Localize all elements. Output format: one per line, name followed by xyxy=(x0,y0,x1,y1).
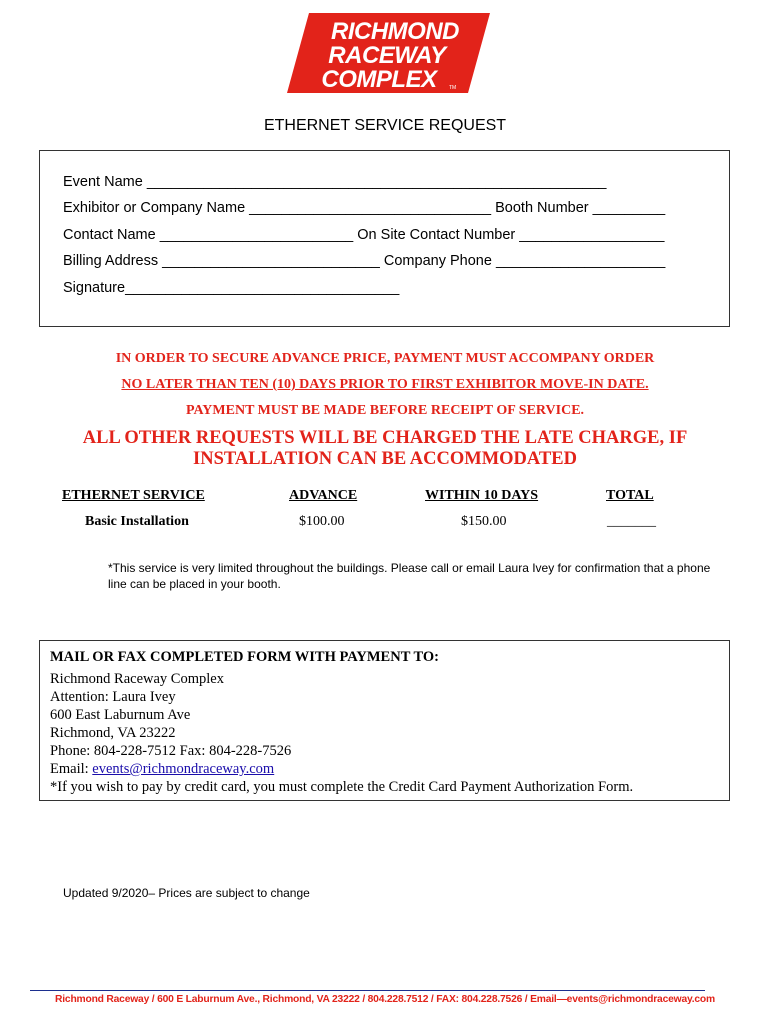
footer-divider xyxy=(30,990,705,991)
updated-note: Updated 9/2020– Prices are subject to change xyxy=(63,886,310,900)
header-total: TOTAL xyxy=(606,488,654,503)
richmond-raceway-logo xyxy=(287,13,490,93)
mail-company: Richmond Raceway Complex xyxy=(50,671,224,687)
payment-notice: PAYMENT MUST BE MADE BEFORE RECEIPT OF SERVICE. xyxy=(185,403,585,418)
credit-card-note: *If you wish to pay by credit card, you must complete the Credit Card Payment Authorization Form. xyxy=(50,779,634,795)
logo-line1: RICHMOND xyxy=(331,18,459,45)
mail-city: Richmond, VA 23222 xyxy=(50,725,176,741)
late-charge-line2: INSTALLATION CAN BE ACCOMMODATED xyxy=(193,449,577,469)
advance-price: $100.00 xyxy=(299,514,345,529)
availability-disclaimer: *This service is very limited throughout the buildings. Please call or email Laura Ivey for confirmation that a phone line can be placed in your booth. xyxy=(108,561,711,591)
mail-attention: Attention: Laura Ivey xyxy=(50,689,176,705)
signature-field[interactable]: Signature__________________________________ xyxy=(63,280,400,296)
billing-address-field[interactable]: Billing Address ___________________________ Company Phone _____________________ xyxy=(63,253,666,269)
header-advance: ADVANCE xyxy=(289,488,358,503)
deadline-notice: NO LATER THAN TEN (10) DAYS PRIOR TO FIRST EXHIBITOR MOVE-IN DATE. xyxy=(121,377,649,392)
mail-phone-fax: Phone: 804-228-7512 Fax: 804-228-7526 xyxy=(50,743,292,759)
event-name-field[interactable]: Event Name _________________________________________________________ xyxy=(63,174,607,190)
contact-info-box xyxy=(39,150,730,327)
logo-line3: COMPLEX xyxy=(321,66,437,93)
email-link[interactable]: events@richmondraceway.com xyxy=(92,761,275,777)
mail-email-label: Email: xyxy=(50,761,93,777)
contact-name-field[interactable]: Contact Name ________________________ On Site Contact Number __________________ xyxy=(63,227,665,243)
late-charge-line1: ALL OTHER REQUESTS WILL BE CHARGED THE LATE CHARGE, IF xyxy=(82,428,688,448)
logo-line2: RACEWAY xyxy=(328,42,446,69)
late-charge-notice xyxy=(0,428,770,470)
total-field[interactable]: _______ xyxy=(607,514,656,529)
late-price: $150.00 xyxy=(461,514,507,529)
row-basic-installation: Basic Installation xyxy=(85,514,189,529)
mail-email-line xyxy=(50,761,274,778)
footer-contact: Richmond Raceway / 600 E Laburnum Ave., Richmond, VA 23222 / 804.228.7512 / FAX: 804.228.7526 / Email—events@richmondraceway.com xyxy=(55,994,715,1005)
header-within-10-days: WITHIN 10 DAYS xyxy=(425,488,539,503)
mail-title: MAIL OR FAX COMPLETED FORM WITH PAYMENT TO: xyxy=(50,649,439,665)
logo-tm: TM xyxy=(449,85,457,91)
exhibitor-booth-field[interactable]: Exhibitor or Company Name ______________________________ Booth Number _________ xyxy=(63,200,666,216)
advance-price-notice: IN ORDER TO SECURE ADVANCE PRICE, PAYMENT MUST ACCOMPANY ORDER xyxy=(115,351,655,366)
mail-street: 600 East Laburnum Ave xyxy=(50,707,191,723)
form-title: ETHERNET SERVICE REQUEST xyxy=(263,117,507,134)
mail-fax-box xyxy=(39,640,730,801)
header-ethernet-service: ETHERNET SERVICE xyxy=(62,488,205,503)
